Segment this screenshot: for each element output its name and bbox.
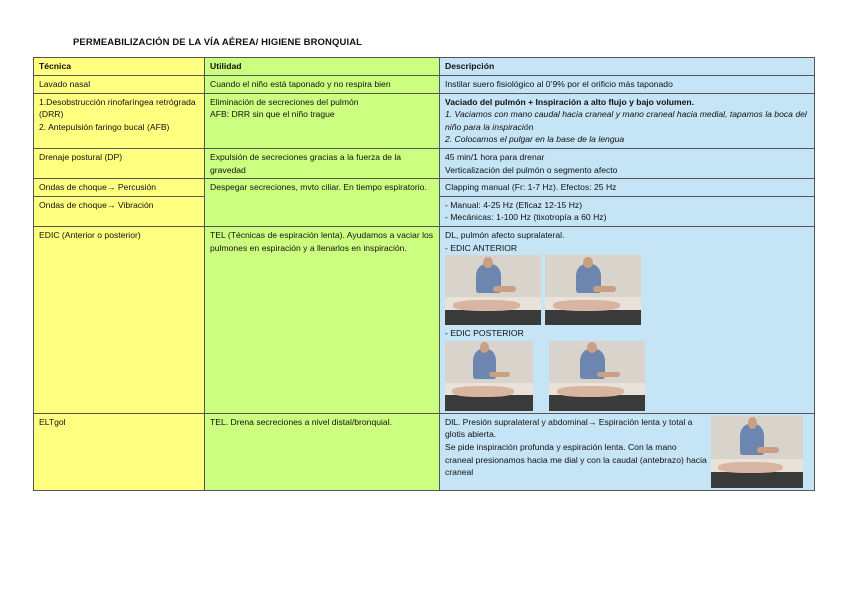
desc-line: Verticalización del pulmón o segmento afecto xyxy=(445,164,618,175)
edic-anterior-photos xyxy=(445,255,809,325)
desc-line: - EDIC ANTERIOR xyxy=(445,242,518,253)
desc-line: 1. Vaciamos con mano caudal hacia craneal y mano craneal hacia medial, tapamos la boca del niño para la inspiración xyxy=(445,109,807,132)
edic-posterior-photo-1 xyxy=(445,341,533,411)
edic-anterior-photo-1 xyxy=(445,255,541,325)
table-row xyxy=(34,148,815,178)
cell-descripcion xyxy=(440,226,815,413)
edic-posterior-photos xyxy=(445,341,809,411)
cell-utilidad: Cuando el niño está taponado y no respira bien xyxy=(205,75,440,93)
desc-line: - EDIC POSTERIOR xyxy=(445,328,524,339)
desc-heading: Vaciado del pulmón + Inspiración a alto flujo y bajo volumen. xyxy=(445,96,695,107)
desc-line: DL, pulmón afecto supralateral. xyxy=(445,229,565,240)
desc-line: Se pide inspiración profunda y espiración lenta. Con la mano craneal presionamos hacia me dial y con la caudal (antebrazo) hacia craneal xyxy=(445,441,707,478)
desc-line: 2. Colocamos el pulgar en la base de la lengua xyxy=(445,134,625,145)
cell-utilidad: TEL (Técnicas de espiración lenta). Ayudamos a vaciar los pulmones en espiración y a llenarlos en inspiración. xyxy=(205,226,440,413)
techniques-table xyxy=(33,57,815,491)
desc-line: - Manual: 4-25 Hz (Eficaz 12-15 Hz) xyxy=(445,199,583,210)
table-row xyxy=(34,179,815,197)
desc-line: 45 min/1 hora para drenar xyxy=(445,151,545,162)
desc-line: - Mecánicas: 1-100 Hz (tixotropía a 60 Hz) xyxy=(445,212,607,223)
cell-tecnica: ELTgol xyxy=(34,413,205,490)
desc-line: DlL. Presión supralateral y abdominal→ Espiración lenta y total a glotis abierta. xyxy=(445,416,693,440)
table-row xyxy=(34,413,815,490)
cell-descripcion xyxy=(440,93,815,148)
cell-tecnica: Lavado nasal xyxy=(34,75,205,93)
table-row xyxy=(34,75,815,93)
edic-anterior-photo-2 xyxy=(545,255,641,325)
cell-tecnica: Ondas de choque→ Percusión xyxy=(34,179,205,197)
cell-descripcion xyxy=(440,148,815,178)
cell-tecnica: Ondas de choque→ Vibración xyxy=(34,196,205,226)
cell-tecnica xyxy=(34,93,205,148)
cell-utilidad: TEL. Drena secreciones a nivel distal/bronquial. xyxy=(205,413,440,490)
table-row xyxy=(34,93,815,148)
cell-tecnica: EDIC (Anterior o posterior) xyxy=(34,226,205,413)
edic-posterior-photo-2 xyxy=(549,341,645,411)
tecnica-line: 1.Desobstrucción rinofaríngea retrógrada (DRR) xyxy=(39,96,196,120)
utilidad-line: Eliminación de secreciones del pulmón xyxy=(210,96,359,107)
header-descripcion: Descripción xyxy=(440,58,815,76)
utilidad-line: AFB: DRR sin que el niño trague xyxy=(210,109,335,120)
page-title: PERMEABILIZACIÓN DE LA VÍA AÉREA/ HIGIENE BRONQUIAL xyxy=(73,37,363,48)
header-tecnica: Técnica xyxy=(34,58,205,76)
eltgol-photo xyxy=(711,416,803,488)
tecnica-line: 2. Antepulsión faringo bucal (AFB) xyxy=(39,121,170,132)
cell-utilidad: Despegar secreciones, mvto ciliar. En tiempo espiratorio. xyxy=(205,179,440,227)
cell-descripcion: Instilar suero fisiológico al 0’9% por el orificio más taponado xyxy=(440,75,815,93)
cell-descripcion: Clapping manual (Fr: 1-7 Hz). Efectos: 25 Hz xyxy=(440,179,815,197)
cell-descripcion xyxy=(440,413,815,490)
cell-descripcion xyxy=(440,196,815,226)
cell-utilidad xyxy=(205,93,440,148)
table-header-row xyxy=(34,58,815,76)
table-row xyxy=(34,226,815,413)
cell-utilidad: Expulsión de secreciones gracias a la fuerza de la gravedad xyxy=(205,148,440,178)
cell-tecnica: Drenaje postural (DP) xyxy=(34,148,205,178)
header-utilidad: Utilidad xyxy=(205,58,440,76)
